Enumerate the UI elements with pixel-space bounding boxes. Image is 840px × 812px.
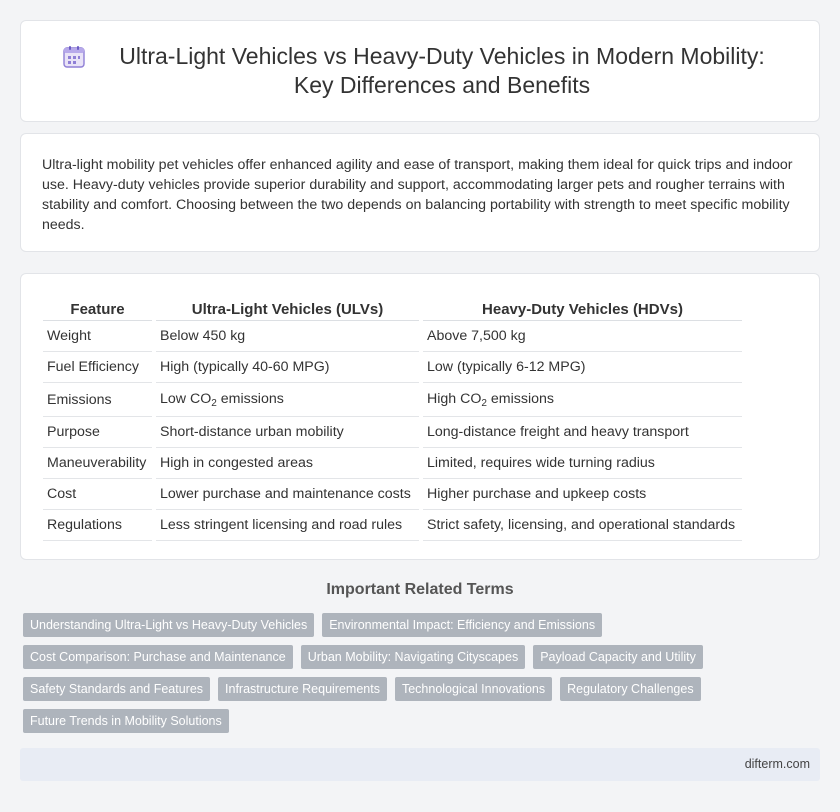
feature-cell: Cost — [43, 479, 152, 510]
ulv-cell — [156, 383, 419, 417]
column-header-hdv: Heavy-Duty Vehicles (HDVs) — [423, 294, 742, 321]
page-title: Ultra-Light Vehicles vs Heavy-Duty Vehicles in Modern Mobility: Key Differences and Benefits — [119, 43, 765, 98]
related-term-tag[interactable]: Technological Innovations — [395, 677, 552, 701]
related-term-tag[interactable]: Understanding Ultra-Light vs Heavy-Duty Vehicles — [23, 613, 314, 637]
ulv-cell: Lower purchase and maintenance costs — [156, 479, 419, 510]
calendar-icon — [61, 44, 87, 70]
hdv-cell: Above 7,500 kg — [423, 321, 742, 352]
table-row — [43, 383, 742, 417]
hdv-cell: Long-distance freight and heavy transport — [423, 417, 742, 448]
table-row — [43, 321, 742, 352]
ulv-cell: High (typically 40-60 MPG) — [156, 352, 419, 383]
hdv-cell: Limited, requires wide turning radius — [423, 448, 742, 479]
column-header-ulv: Ultra-Light Vehicles (ULVs) — [156, 294, 419, 321]
table-header-row — [43, 294, 742, 321]
intro-card — [20, 133, 820, 252]
related-term-tag[interactable]: Urban Mobility: Navigating Cityscapes — [301, 645, 526, 669]
feature-cell: Maneuverability — [43, 448, 152, 479]
related-term-tag[interactable]: Infrastructure Requirements — [218, 677, 387, 701]
feature-cell: Purpose — [43, 417, 152, 448]
feature-cell: Emissions — [43, 383, 152, 417]
table-row — [43, 510, 742, 541]
related-term-tag[interactable]: Future Trends in Mobility Solutions — [23, 709, 229, 733]
table-row — [43, 448, 742, 479]
ulv-cell: High in congested areas — [156, 448, 419, 479]
table-row — [43, 417, 742, 448]
ulv-cell: Less stringent licensing and road rules — [156, 510, 419, 541]
ulv-emissions-prefix: Low CO — [160, 390, 212, 407]
ulv-cell: Short-distance urban mobility — [156, 417, 419, 448]
header-card — [20, 20, 820, 122]
hdv-emissions-subscript: 2 — [481, 397, 487, 409]
feature-cell: Regulations — [43, 510, 152, 541]
hdv-cell: Higher purchase and upkeep costs — [423, 479, 742, 510]
comparison-table — [39, 294, 746, 541]
feature-cell: Weight — [43, 321, 152, 352]
hdv-emissions-prefix: High CO — [427, 390, 482, 407]
related-terms-list — [23, 613, 803, 733]
hdv-cell: Strict safety, licensing, and operational standards — [423, 510, 742, 541]
related-term-tag[interactable]: Payload Capacity and Utility — [533, 645, 703, 669]
related-term-tag[interactable]: Safety Standards and Features — [23, 677, 210, 701]
column-header-feature: Feature — [43, 294, 152, 321]
hdv-cell — [423, 383, 742, 417]
related-term-tag[interactable]: Environmental Impact: Efficiency and Emissions — [322, 613, 602, 637]
related-term-tag[interactable]: Cost Comparison: Purchase and Maintenance — [23, 645, 293, 669]
related-terms-title: Important Related Terms — [326, 581, 514, 598]
table-row — [43, 479, 742, 510]
hdv-cell: Low (typically 6-12 MPG) — [423, 352, 742, 383]
related-term-tag[interactable]: Regulatory Challenges — [560, 677, 700, 701]
comparison-table-card — [20, 273, 820, 560]
intro-paragraph: Ultra-light mobility pet vehicles offer enhanced agility and ease of transport, making them ideal for quick trips and indoor use. Heavy-duty vehicles provide superior durability and support, accommodating larger pets and rougher terrains with stability and comfort. Choosing between the two depends on balancing portability with strength to meet specific mobility needs. — [42, 157, 793, 233]
feature-cell: Fuel Efficiency — [43, 352, 152, 383]
hdv-emissions-suffix: emissions — [486, 390, 554, 407]
ulv-emissions-subscript: 2 — [211, 397, 217, 409]
table-row — [43, 352, 742, 383]
ulv-cell: Below 450 kg — [156, 321, 419, 352]
footer-bar — [20, 748, 820, 781]
footer-site-link[interactable]: difterm.com — [744, 757, 810, 771]
ulv-emissions-suffix: emissions — [216, 390, 284, 407]
